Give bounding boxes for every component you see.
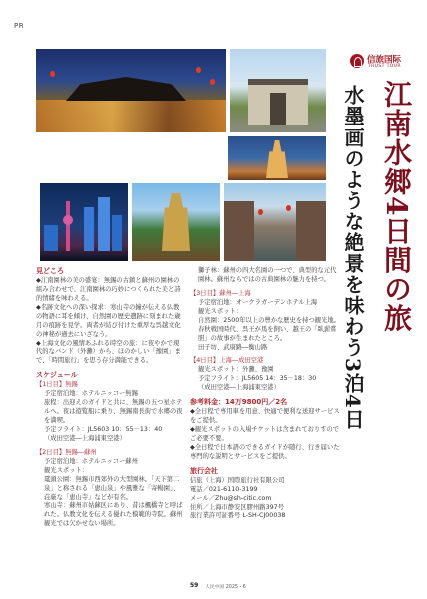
day4-heading: 【4日目】上海―成田空港 bbox=[190, 357, 264, 365]
lion-grove-text: 獅子林：蘇州の四大名園の一つで、典型的な元代園林。蘇州ならではの古典園林の魅力を持つ。 bbox=[198, 267, 337, 283]
trust-tour-logo-icon bbox=[350, 54, 364, 68]
day2-heading: 【2日目】無錫―蘇州 bbox=[36, 448, 97, 456]
canal-town-photo bbox=[224, 183, 326, 261]
agency-address: 住所／上海市静安区膠州路397号 bbox=[190, 503, 284, 511]
logo-subtitle: TRUST TOUR bbox=[368, 64, 401, 69]
price-note: ◆観光スポットの入場チケットは含まれておりすのでご必要不要。 bbox=[190, 426, 340, 442]
pr-label: PR bbox=[14, 22, 25, 30]
day4-line: （成田空港―上海浦東空港） bbox=[198, 384, 280, 392]
day1-line: 予定宿泊地：ホテルニッコー無錫 bbox=[44, 390, 138, 398]
midokoro-item: ◆名跡文化への深い探求：寒山寺の鐘が伝える仏教の物語に耳を傾け、自然園の歴史遺跡に刻まれた歳月の痕跡を見学。両者が結び付けた重厚な呉越文化の神秘が過去にいざなう。 bbox=[36, 303, 181, 338]
day2-line: 観光スポット： bbox=[44, 466, 89, 474]
day2-line: 寒山寺：蘇州市姑蘇区にあり、昔は楓橋寺と呼ばれた。仏教文化を伝える優れた模範的寺院。蘇州観光では欠かせない場所。 bbox=[44, 502, 183, 528]
day4-line: 予定フライト：JL5605 14：35－18：30 bbox=[198, 375, 317, 383]
day3-line: 予定宿泊地：オークラガーデンホテル上海 bbox=[198, 298, 318, 306]
day3-heading: 【3日目】蘇州―上海 bbox=[190, 289, 251, 297]
main-title: 江南水郷4日間の旅 bbox=[380, 80, 413, 333]
midokoro-item: ◆江南園林の美の盛宴：無錫の古鎮と蘇州の園林の組み合わせで、江南園林の巧妙につくられた美と詩的情緒を味わえる。 bbox=[36, 276, 181, 302]
agency-phone: 電話／021-6110-3199 bbox=[190, 485, 258, 493]
agency-name: 信旅（上海）国際旅行社有限公司 bbox=[190, 476, 285, 484]
magazine-name: 人民中国 2025・6 bbox=[205, 585, 246, 590]
day3-line: 田子坊、武康路―衡山路 bbox=[198, 343, 268, 351]
hanshan-temple-photo bbox=[132, 183, 220, 261]
day1-heading: 【1日目】無錫 bbox=[36, 381, 78, 389]
sub-title: 水墨画のような絶景を味わう3泊4日 bbox=[341, 85, 365, 430]
price-heading: 参考料金：14万9800円／2名 bbox=[190, 398, 288, 407]
price-note: ◆全日程で日本語のできるガイドが随行、行き届いた専門的な説明とサービスをご提供。 bbox=[190, 443, 340, 460]
day2-line: 予定宿泊地：ホテルニッコー蘇州 bbox=[44, 457, 138, 465]
page-number: 59 bbox=[190, 582, 199, 589]
schedule-heading: スケジュール bbox=[36, 371, 78, 380]
day3-line: 観光スポット： bbox=[198, 307, 243, 315]
day1-line: 予定フライト：JL5603 10：55－13：40 bbox=[44, 425, 163, 433]
midokoro-heading: 見どころ bbox=[36, 267, 64, 275]
yuyuan-garden-photo bbox=[36, 49, 226, 132]
day1-line: 旅程：出迎えのガイドと共に、無錫の五つ星ホテルへ。夜は遊覧船に乗り、無錫南長街で水郷の夜を満喫。 bbox=[44, 399, 183, 424]
stone-gate-photo bbox=[230, 49, 326, 132]
shanghai-skyline-photo bbox=[40, 183, 128, 261]
logo-name: 信旅国际 bbox=[367, 55, 402, 65]
agency-heading: 旅行会社 bbox=[190, 466, 218, 475]
price-note: ◆全日程で専用車を用意、快適で便利な送迎サービスをご提供。 bbox=[190, 408, 340, 425]
left-column bbox=[36, 267, 184, 529]
agency-license: 旅行業許可証番号 L-SH-CJ00038 bbox=[190, 512, 286, 520]
pagoda-night-photo bbox=[228, 136, 326, 180]
day3-line: 自然園：2500年以上の豊かな歴史を持つ観光地。春秋戦国時代、呉王が馬を飼い、越王の「臥薪嘗胆」の故事が生まれたところ。 bbox=[198, 316, 340, 342]
agency-email[interactable]: メール／Zhu@sh-citic.com bbox=[190, 494, 272, 502]
day2-line: 鼋頭公園：無錫市西郊外の大型園林。「天下第二泉」と称される「恵山泉」や風雅な「寄暢園」、荘厳な「恵山寺」などが有名。 bbox=[44, 475, 180, 501]
day4-line: 観光スポット：外灘、豫園 bbox=[198, 366, 274, 374]
right-column bbox=[190, 267, 342, 521]
midokoro-item: ◆上海文化の風情あふれる時空の旅：に夜やかで現代的なバンド（外灘）から、ほのかしい「豫園」まで、「時間旅行」を思う存分満能できる。 bbox=[36, 339, 181, 365]
day1-line: （成田空港―上海浦東空港） bbox=[44, 434, 126, 442]
